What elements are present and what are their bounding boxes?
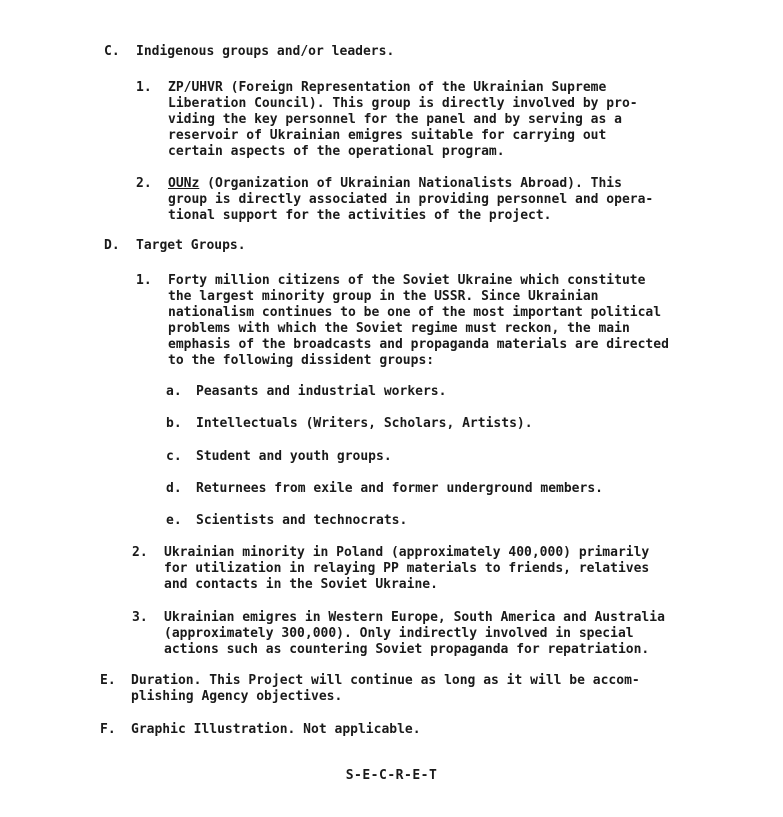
section-d-subitem-c bbox=[166, 449, 392, 465]
item-label: 3. bbox=[132, 610, 148, 625]
item-text: ZP/UHVR (Foreign Representation of the Ukrainian Supreme Liberation Council). This group is directly involved by pro- viding the key personnel for the panel and by serving as a reservoir of Ukrainian emigres suitable for carrying out certain aspects of the operational program. bbox=[168, 80, 638, 159]
subitem-label: d. bbox=[166, 481, 182, 496]
section-d-subitem-e bbox=[166, 513, 407, 529]
section-e-label: E. bbox=[100, 673, 116, 688]
section-d-subitem-b bbox=[166, 416, 533, 432]
section-d-label: D. bbox=[104, 238, 120, 253]
subitem-label: c. bbox=[166, 449, 182, 464]
section-e-text: Duration. This Project will continue as long as it will be accom- plishing Agency objectives. bbox=[131, 673, 640, 704]
section-e bbox=[100, 673, 640, 705]
item-label: 2. bbox=[136, 176, 152, 191]
acronym-oun: OUNz bbox=[168, 176, 200, 191]
item-label: 2. bbox=[132, 545, 148, 560]
section-c-label: C. bbox=[104, 44, 120, 59]
subitem-text: Returnees from exile and former underground members. bbox=[196, 481, 603, 496]
subitem-text: Scientists and technocrats. bbox=[196, 513, 408, 528]
subitem-text: Peasants and industrial workers. bbox=[196, 384, 447, 399]
item-label: 1. bbox=[136, 80, 152, 95]
subitem-label: b. bbox=[166, 416, 182, 431]
subitem-text: Student and youth groups. bbox=[196, 449, 392, 464]
classification-footer: S-E-C-R-E-T bbox=[345, 768, 438, 783]
section-c-heading bbox=[104, 44, 394, 60]
section-c-item-2 bbox=[136, 176, 653, 224]
subitem-label: a. bbox=[166, 384, 182, 399]
section-d-heading bbox=[104, 238, 246, 254]
item-label: 1. bbox=[136, 273, 152, 288]
item-text: Ukrainian minority in Poland (approximately 400,000) primarily for utilization in relaying PP materials to friends, relatives and contacts in the Soviet Ukraine. bbox=[164, 545, 650, 592]
section-d-subitem-a bbox=[166, 384, 446, 400]
section-f-label: F. bbox=[100, 722, 116, 737]
item-text: Ukrainian emigres in Western Europe, South America and Australia (approximately 300,000). Only indirectly involved in special actions such as countering Soviet propaganda for repatriation. bbox=[164, 610, 665, 657]
item-text-rest: (Organization of Ukrainian Nationalists Abroad). This group is directly associated in providing personnel and opera- tional support for the activities of the project. bbox=[168, 176, 654, 223]
subitem-label: e. bbox=[166, 513, 182, 528]
section-d-title: Target Groups. bbox=[136, 238, 246, 253]
section-c-item-1 bbox=[136, 80, 638, 160]
subitem-text: Intellectuals (Writers, Scholars, Artists). bbox=[196, 416, 533, 431]
section-d-item-1 bbox=[136, 273, 669, 369]
item-text: Forty million citizens of the Soviet Ukraine which constitute the largest minority group in the USSR. Since Ukrainian nationalism continues to be one of the most important political problems with which the Soviet regime must reckon, the main emphasis of the broadcasts and propaganda materials are directed to the following dissident groups: bbox=[168, 273, 669, 368]
section-d-item-2 bbox=[132, 545, 649, 593]
section-c-title: Indigenous groups and/or leaders. bbox=[136, 44, 395, 59]
section-d-item-3 bbox=[132, 610, 665, 658]
item-text bbox=[168, 176, 653, 224]
section-d-subitem-d bbox=[166, 481, 603, 497]
section-f bbox=[100, 722, 421, 738]
section-f-text: Graphic Illustration. Not applicable. bbox=[131, 722, 421, 737]
